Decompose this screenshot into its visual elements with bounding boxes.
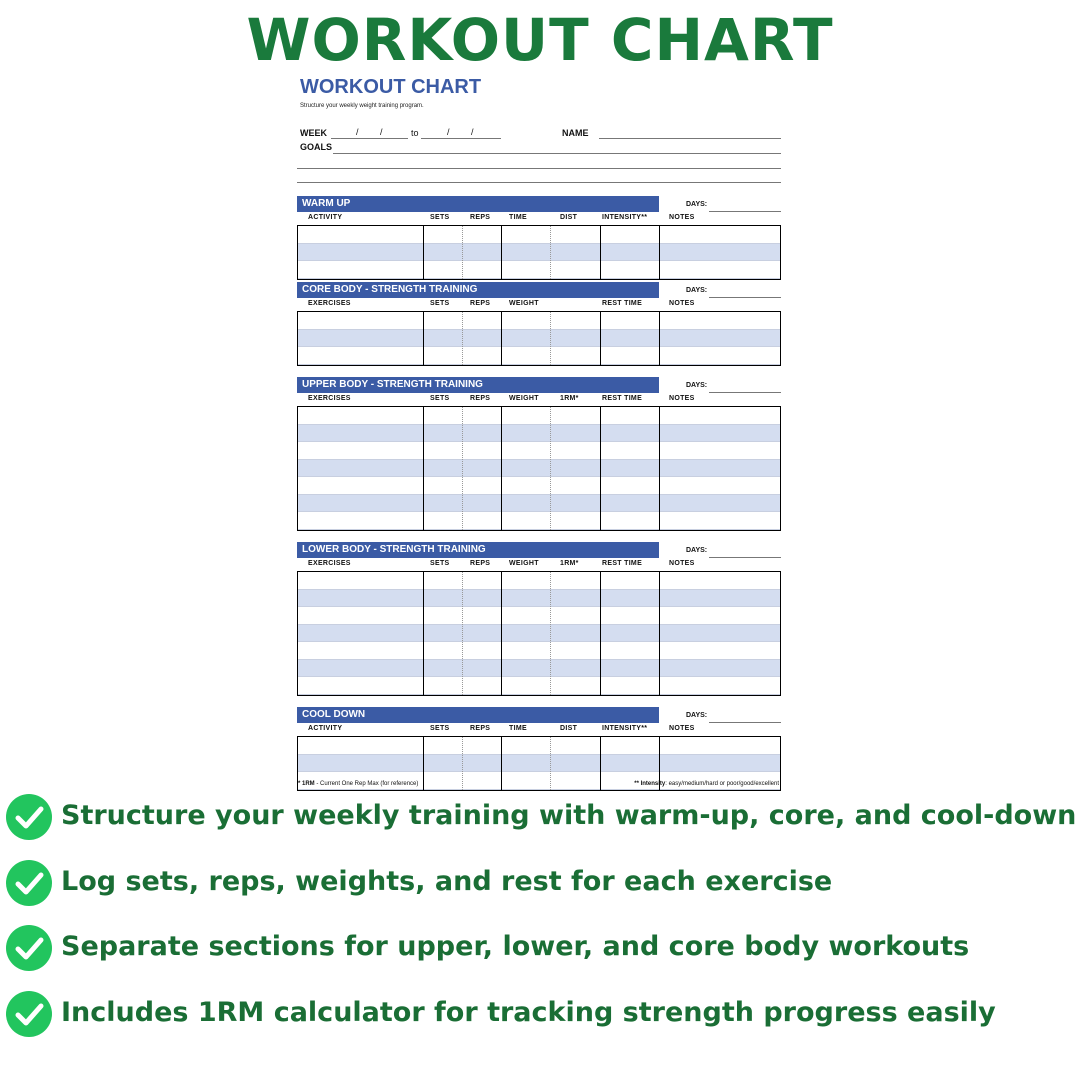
column-divider [423, 572, 424, 695]
column-divider [501, 407, 502, 530]
column-header: NOTES [669, 560, 695, 567]
entry-row[interactable] [298, 642, 780, 660]
week-label: WEEK [300, 128, 327, 138]
column-header: REPS [470, 560, 491, 567]
days-field-line[interactable] [709, 392, 781, 393]
entry-row[interactable] [298, 442, 780, 460]
column-header: WEIGHT [509, 395, 539, 402]
feature-text: Includes 1RM calculator for tracking strength progress easily [61, 997, 996, 1028]
goals-line[interactable] [297, 182, 781, 183]
days-label: DAYS: [686, 382, 708, 389]
entry-row[interactable] [298, 347, 780, 365]
column-divider [501, 572, 502, 695]
column-divider [600, 572, 601, 695]
days-field-line[interactable] [709, 557, 781, 558]
column-divider [501, 312, 502, 365]
column-divider-dotted [550, 572, 551, 695]
column-header: INTENSITY** [602, 725, 648, 732]
entry-row[interactable] [298, 607, 780, 625]
feature-item [6, 991, 1076, 1039]
check-circle-icon [6, 925, 52, 971]
column-divider [423, 407, 424, 530]
column-divider-dotted [462, 572, 463, 695]
entry-grid [297, 311, 781, 366]
entry-row[interactable] [298, 625, 780, 643]
check-circle-icon [6, 991, 52, 1037]
section-header: CORE BODY - STRENGTH TRAINING [297, 282, 659, 298]
check-circle-icon [6, 860, 52, 906]
sheet-title: WORKOUT CHART [300, 76, 482, 98]
check-circle-icon [6, 794, 52, 840]
column-divider-dotted [462, 312, 463, 365]
date-slash: / [380, 127, 383, 137]
column-header: DIST [560, 214, 578, 221]
column-header: NOTES [669, 300, 695, 307]
feature-text: Log sets, reps, weights, and rest for each exercise [61, 866, 833, 897]
name-field-line[interactable] [599, 138, 781, 139]
column-header: INTENSITY** [602, 214, 648, 221]
days-label: DAYS: [686, 547, 708, 554]
days-field-line[interactable] [709, 722, 781, 723]
entry-row[interactable] [298, 755, 780, 773]
column-divider [600, 407, 601, 530]
column-divider [501, 226, 502, 279]
entry-row[interactable] [298, 460, 780, 478]
column-header: WEIGHT [509, 300, 539, 307]
section-header: WARM UP [297, 196, 659, 212]
column-divider [600, 226, 601, 279]
column-header: SETS [430, 725, 450, 732]
column-divider-dotted [462, 407, 463, 530]
footnote-intensity [634, 781, 779, 787]
date-slash: / [356, 127, 359, 137]
column-header: SETS [430, 214, 450, 221]
footnote-1rm-key: * 1RM [298, 781, 315, 787]
column-header: 1RM* [560, 560, 579, 567]
section-header: COOL DOWN [297, 707, 659, 723]
column-header: EXERCISES [308, 395, 351, 402]
column-header: 1RM* [560, 395, 579, 402]
entry-grid [297, 406, 781, 531]
column-header: REPS [470, 725, 491, 732]
column-header: REPS [470, 395, 491, 402]
column-header: REPS [470, 300, 491, 307]
column-divider-dotted [550, 312, 551, 365]
section-header: UPPER BODY - STRENGTH TRAINING [297, 377, 659, 393]
column-divider [501, 737, 502, 790]
column-divider-dotted [550, 737, 551, 790]
goals-line[interactable] [297, 168, 781, 169]
entry-row[interactable] [298, 495, 780, 513]
column-header: REST TIME [602, 395, 643, 402]
days-label: DAYS: [686, 201, 708, 208]
entry-row[interactable] [298, 407, 780, 425]
days-field-line[interactable] [709, 297, 781, 298]
headline: WORKOUT CHART [246, 6, 834, 74]
entry-row[interactable] [298, 737, 780, 755]
column-header: REST TIME [602, 560, 643, 567]
column-header: ACTIVITY [308, 214, 343, 221]
column-divider [659, 226, 660, 279]
feature-item [6, 860, 1076, 908]
column-header: SETS [430, 395, 450, 402]
column-divider [423, 737, 424, 790]
column-divider [600, 312, 601, 365]
column-header: SETS [430, 560, 450, 567]
footnote-intensity-text: : easy/medium/hard or poor/good/excellent [665, 781, 779, 787]
entry-row[interactable] [298, 572, 780, 590]
column-divider-dotted [550, 226, 551, 279]
week-end-line[interactable] [421, 138, 501, 139]
entry-row[interactable] [298, 425, 780, 443]
footnote-1rm [298, 781, 418, 787]
column-header: DIST [560, 725, 578, 732]
entry-grid [297, 225, 781, 280]
column-header: TIME [509, 214, 527, 221]
entry-row[interactable] [298, 477, 780, 495]
entry-row[interactable] [298, 261, 780, 279]
column-divider [659, 572, 660, 695]
column-header: NOTES [669, 725, 695, 732]
column-header: SETS [430, 300, 450, 307]
column-divider [423, 226, 424, 279]
feature-item [6, 794, 1076, 842]
feature-item [6, 925, 1076, 973]
column-divider [600, 737, 601, 790]
column-header: ACTIVITY [308, 725, 343, 732]
date-slash: / [447, 127, 450, 137]
column-divider-dotted [550, 407, 551, 530]
days-label: DAYS: [686, 287, 708, 294]
column-divider [659, 407, 660, 530]
entry-row[interactable] [298, 677, 780, 695]
column-header: REPS [470, 214, 491, 221]
date-slash: / [471, 127, 474, 137]
entry-row[interactable] [298, 244, 780, 262]
week-start-line[interactable] [331, 138, 408, 139]
days-label: DAYS: [686, 712, 708, 719]
column-divider [423, 312, 424, 365]
entry-row[interactable] [298, 512, 780, 530]
column-header: REST TIME [602, 300, 643, 307]
column-header: NOTES [669, 395, 695, 402]
to-label: to [411, 128, 419, 138]
entry-row[interactable] [298, 330, 780, 348]
goals-line[interactable] [333, 153, 781, 154]
days-field-line[interactable] [709, 211, 781, 212]
footnote-intensity-key: ** Intensity [634, 781, 666, 787]
feature-text: Separate sections for upper, lower, and core body workouts [61, 931, 970, 962]
column-header: EXERCISES [308, 300, 351, 307]
section-header: LOWER BODY - STRENGTH TRAINING [297, 542, 659, 558]
column-divider [659, 312, 660, 365]
name-label: NAME [562, 128, 589, 138]
column-header: EXERCISES [308, 560, 351, 567]
entry-row[interactable] [298, 312, 780, 330]
feature-text: Structure your weekly training with warm-up, core, and cool-down [61, 800, 1077, 831]
entry-row[interactable] [298, 226, 780, 244]
entry-grid [297, 571, 781, 696]
footnote-1rm-text: - Current One Rep Max (for reference) [314, 781, 419, 787]
column-divider-dotted [462, 226, 463, 279]
entry-row[interactable] [298, 660, 780, 678]
column-header: TIME [509, 725, 527, 732]
column-header: NOTES [669, 214, 695, 221]
entry-row[interactable] [298, 590, 780, 608]
column-divider-dotted [462, 737, 463, 790]
goals-label: GOALS [300, 142, 333, 152]
column-header: WEIGHT [509, 560, 539, 567]
sheet-subtitle: Structure your weekly weight training program. [300, 103, 424, 109]
